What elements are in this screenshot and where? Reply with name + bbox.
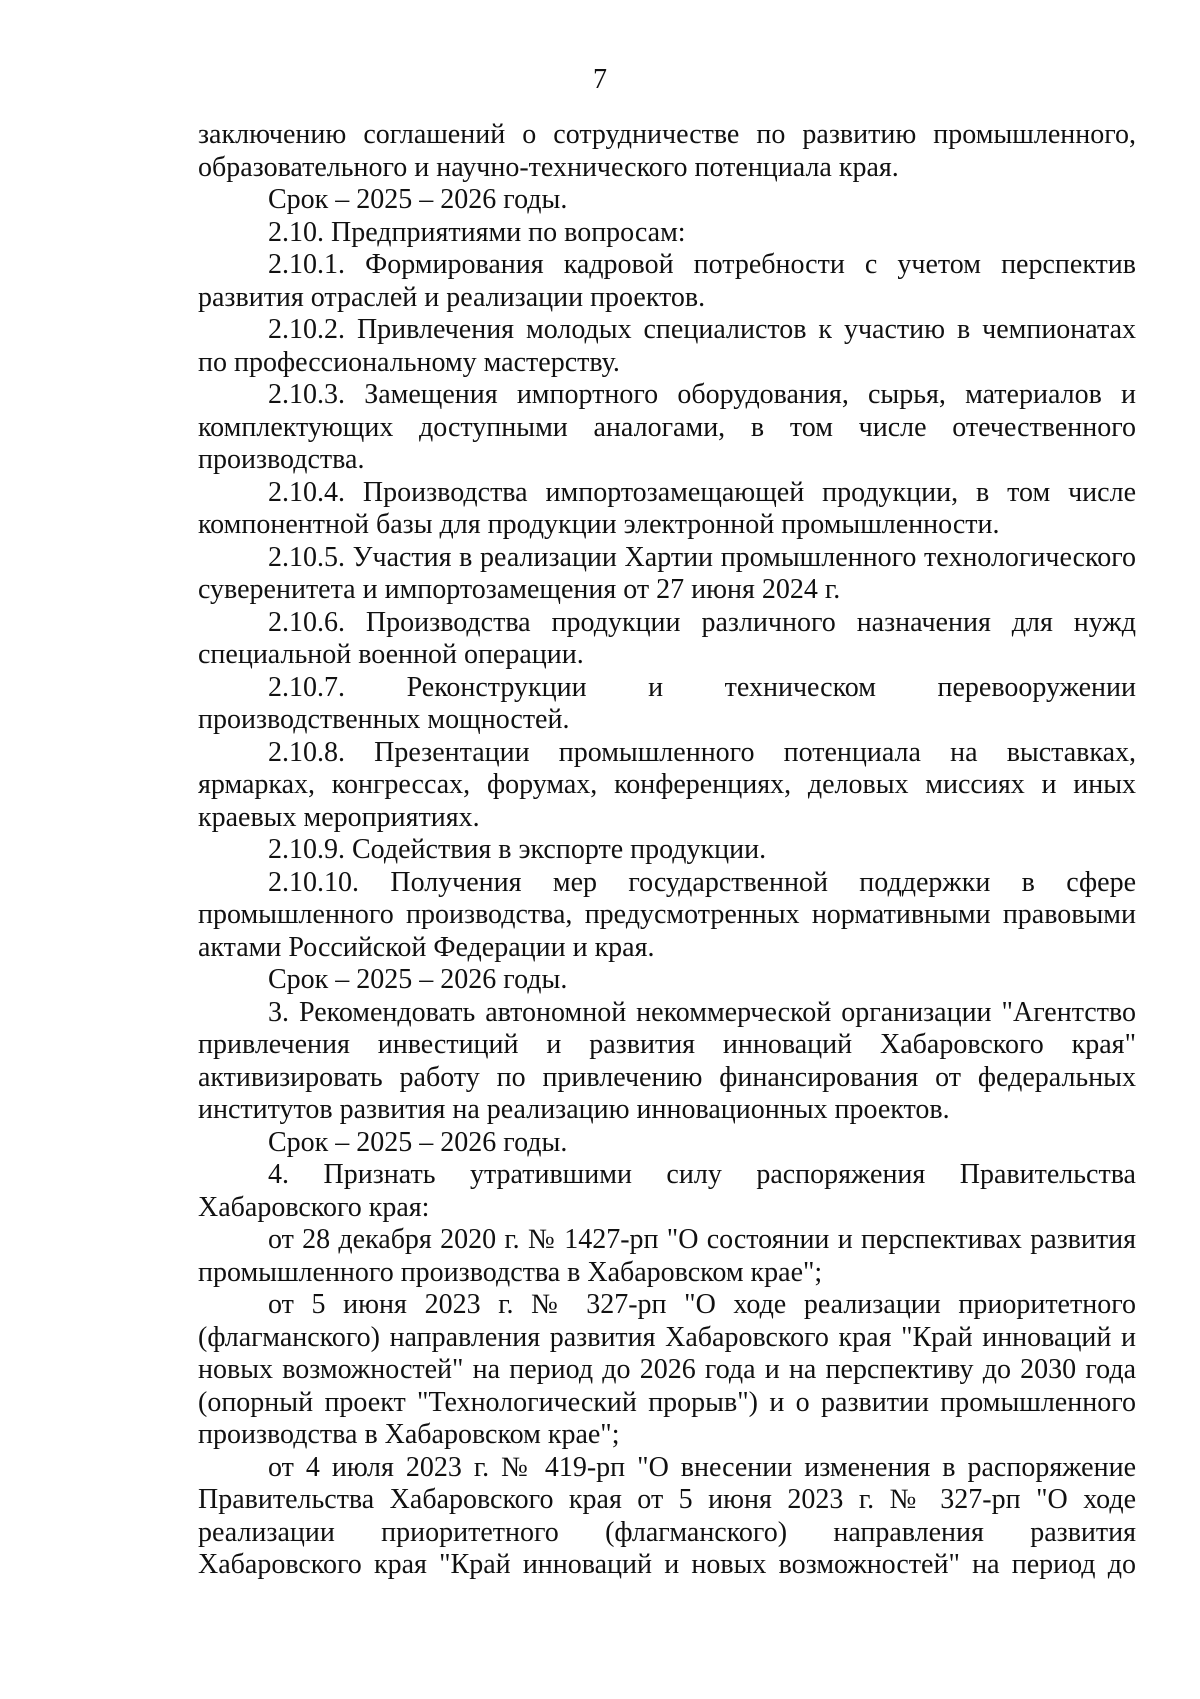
paragraph: от 4 июля 2023 г. № 419-рп "О внесении изменения в распоряжение Правительства Хабаровского края от 5 июня 2023 г. № 327-рп "О ходе реализации приоритетного (флагманского) направления развития Хабаровского края "Край инноваций и новых возможностей" на период до — [198, 1451, 1136, 1580]
list-item: 2.10.4. Производства импортозамещающей продукции, в том числе компонентной базы для продукции электронной промышленности. — [198, 476, 1136, 540]
page-number: 7 — [593, 64, 607, 95]
document-body — [198, 119, 1136, 1582]
list-item: 2.10.2. Привлечения молодых специалистов к участию в чемпионатах по профессиональному мастерству. — [198, 314, 1136, 378]
paragraph: 3. Рекомендовать автономной некоммерческой организации "Агентство привлечения инвестиций и развития инноваций Хабаровского края" активизировать работу по привлечению финансирования от федеральных институтов развития на реализацию инновационных проектов. — [198, 996, 1136, 1125]
list-item: 2.10.3. Замещения импортного оборудования, сырья, материалов и комплектующих доступными аналогами, в том числе отечественного производства. — [198, 379, 1136, 475]
section-heading: 2.10. Предприятиями по вопросам: — [268, 216, 686, 248]
paragraph: от 5 июня 2023 г. № 327-рп "О ходе реализации приоритетного (флагманского) направления развития Хабаровского края "Край инноваций и новых возможностей" на период до 2026 года и на перспективу до 2030 года (опорный проект "Технологический прорыв") и о развитии промышленного производства в Хабаровском крае"; — [198, 1289, 1136, 1450]
list-item: 2.10.8. Презентации промышленного потенциала на выставках, ярмарках, конгрессах, форумах, конференциях, деловых миссиях и иных краевых мероприятиях. — [198, 736, 1136, 833]
paragraph: заключению соглашений о сотрудничестве по развитию промышленного, образовательного и научно-технического потенциала края. — [198, 119, 1136, 183]
paragraph: 4. Признать утратившими силу распоряжения Правительства Хабаровского края: — [198, 1159, 1136, 1223]
list-item: 2.10.10. Получения мер государственной поддержки в сфере промышленного производства, предусмотренных нормативными правовыми актами Российской Федерации и края. — [198, 866, 1136, 963]
list-item: 2.10.7. Реконструкции и техническом перевооружении производственных мощностей. — [198, 671, 1136, 735]
list-item: 2.10.6. Производства продукции различного назначения для нужд специальной военной операции. — [198, 606, 1136, 670]
deadline-paragraph: Срок – 2025 – 2026 годы. — [268, 184, 568, 215]
paragraph: от 28 декабря 2020 г. № 1427-рп "О состоянии и перспективах развития промышленного производства в Хабаровском крае"; — [198, 1224, 1136, 1288]
deadline-paragraph: Срок – 2025 – 2026 годы. — [268, 964, 568, 995]
list-item: 2.10.5. Участия в реализации Хартии промышленного технологического суверенитета и импортозамещения от 27 июня 2024 г. — [198, 541, 1136, 605]
list-item: 2.10.1. Формирования кадровой потребности с учетом перспектив развития отраслей и реализации проектов. — [198, 249, 1136, 313]
deadline-paragraph: Срок – 2025 – 2026 годы. — [268, 1126, 568, 1158]
list-item: 2.10.9. Содействия в экспорте продукции. — [268, 834, 767, 865]
